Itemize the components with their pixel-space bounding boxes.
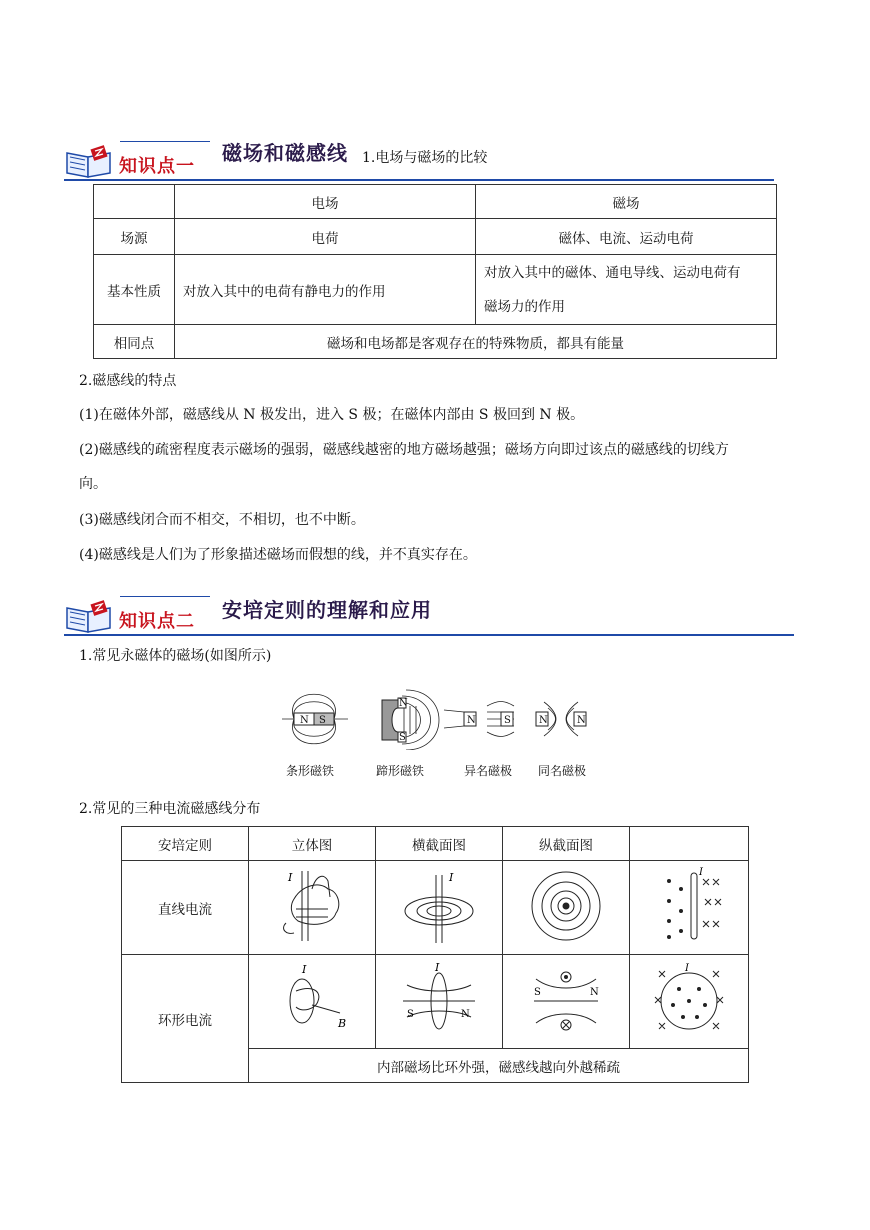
pole-label: S: [319, 715, 326, 726]
permanent-magnets-figure: [278, 688, 594, 750]
permanent-heading: 1.常见永磁体的磁场(如图所示): [79, 648, 272, 664]
row-label: 环形电流: [122, 955, 249, 1083]
row-label: 场源: [94, 219, 175, 255]
table-cell: 电荷: [175, 219, 476, 255]
label-i: I: [435, 960, 440, 974]
straight-current-3d-figure: [272, 867, 352, 945]
table-row: [122, 827, 749, 861]
table-cell: [94, 185, 175, 219]
figure-cell: [376, 955, 503, 1049]
header-accent-line: [120, 141, 210, 142]
figure-cell: [630, 955, 749, 1049]
paragraph: (3)磁感线闭合而不相交，不相切，也不中断。: [79, 512, 365, 528]
section-header-1: [64, 137, 774, 181]
cell-line: 对放入其中的磁体、通电导线、运动电荷有: [484, 264, 741, 281]
figure-caption: 条形磁铁: [286, 764, 335, 778]
paragraph: (1)在磁体外部，磁感线从 N 极发出，进入 S 极；在磁体内部由 S 极回到 N 极。: [79, 407, 585, 423]
label-i: I: [449, 870, 454, 884]
figure-cell: [630, 861, 749, 955]
table-header: 磁场: [476, 185, 777, 219]
table-row: [94, 255, 777, 325]
table-header: 横截面图: [376, 827, 503, 861]
label-n: N: [590, 986, 599, 998]
loop-current-dots-figure: [649, 961, 729, 1039]
figure-cell: [503, 861, 630, 955]
table-cell: 内部磁场比环外强，磁感线越向外越稀疏: [249, 1049, 749, 1083]
cell-line: 磁场力的作用: [484, 298, 565, 315]
pole-label: N: [467, 715, 476, 726]
section-label: 知识点二: [119, 611, 195, 632]
pole-label: N: [577, 715, 586, 726]
row-label: 直线电流: [122, 861, 249, 955]
table-header: [630, 827, 749, 861]
straight-current-long-figure: [526, 867, 606, 945]
table-row: [122, 861, 749, 955]
table-cell: 对放入其中的电荷有静电力的作用: [175, 255, 476, 325]
current-table: [121, 826, 749, 1083]
table-row: [94, 325, 777, 359]
table-cell: 磁场和电场都是客观存在的特殊物质，都具有能量: [175, 325, 777, 359]
figure-cell: [249, 861, 376, 955]
figure-cell: [376, 861, 503, 955]
loop-current-long-figure: [526, 961, 606, 1039]
straight-current-dots-figure: [649, 867, 729, 945]
straight-current-cross-figure: [399, 867, 479, 945]
pole-label: S: [504, 715, 511, 726]
book-icon: [64, 600, 114, 634]
pole-label: N: [399, 698, 408, 709]
features-heading: 2.磁感线的特点: [79, 373, 177, 389]
section-subtitle: 1.电场与磁场的比较: [362, 150, 488, 166]
table-row: [94, 219, 777, 255]
table-row: [94, 185, 777, 219]
table-row: [122, 955, 749, 1049]
figure-cell: [503, 955, 630, 1049]
label-i: I: [685, 962, 689, 974]
loop-current-cross-figure: [399, 961, 479, 1039]
label-n: N: [461, 1008, 470, 1020]
section-header-2: [64, 592, 794, 636]
row-label: 相同点: [94, 325, 175, 359]
header-divider: [64, 634, 794, 636]
current-heading: 2.常见的三种电流磁感线分布: [79, 801, 261, 817]
label-i: I: [302, 962, 307, 976]
table-header: 纵截面图: [503, 827, 630, 861]
loop-current-3d-figure: [272, 961, 352, 1039]
figure-caption: 同名磁极: [538, 764, 587, 778]
paragraph: (2)磁感线的疏密程度表示磁场的强弱，磁感线越密的地方磁场越强；磁场方向即过该点的磁感线的切线方: [79, 442, 729, 458]
row-label: 基本性质: [94, 255, 175, 325]
label-s: S: [407, 1008, 414, 1020]
pole-label: N: [539, 715, 548, 726]
label-s: S: [534, 986, 541, 998]
pole-label: N: [300, 715, 309, 726]
table-header: 安培定则: [122, 827, 249, 861]
table-header: 立体图: [249, 827, 376, 861]
label-b: B: [338, 1016, 347, 1030]
book-icon: [64, 145, 114, 179]
figure-cell: [249, 955, 376, 1049]
header-accent-line: [120, 596, 210, 597]
paragraph: 向。: [79, 476, 107, 492]
table-header: 电场: [175, 185, 476, 219]
table-cell: 磁体、电流、运动电荷: [476, 219, 777, 255]
comparison-table: [93, 184, 777, 359]
section-label: 知识点一: [119, 156, 195, 177]
section-title: 磁场和磁感线: [222, 141, 348, 165]
paragraph: (4)磁感线是人们为了形象描述磁场而假想的线，并不真实存在。: [79, 547, 477, 563]
figure-caption: 蹄形磁铁: [376, 764, 425, 778]
figure-caption: 异名磁极: [464, 764, 513, 778]
header-divider: [64, 179, 774, 181]
table-cell: [476, 255, 777, 325]
label-i: I: [699, 866, 703, 878]
section-title: 安培定则的理解和应用: [222, 598, 432, 622]
label-i: I: [288, 870, 293, 884]
pole-label: S: [399, 732, 406, 743]
